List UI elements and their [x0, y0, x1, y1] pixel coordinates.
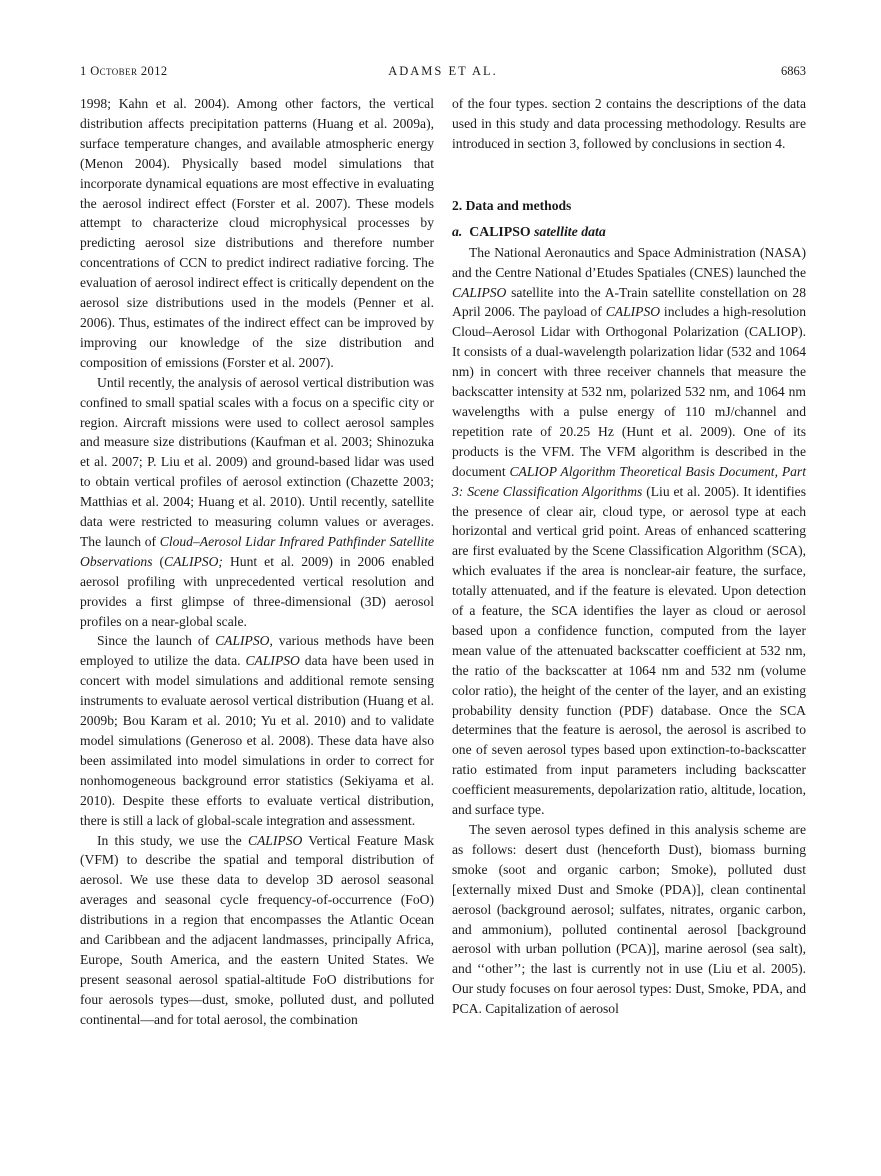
page-number: 6863 [781, 64, 806, 78]
paragraph: Since the launch of CALIPSO, various methods have been employed to utilize the data. CALIPSO data have been used in concert with model simulations and additional remote sensing instruments to evaluate aerosol vertical distribution (Huang et al. 2009b; Bou Karam et al. 2010; Yu et al. 2010) and to validate model simulations (Generoso et al. 2008). These data have also been assimilated into model simulations in order to correct for nonhomogeneous background error statistics (Sekiyama et al. 2010). Despite these efforts to evaluate vertical distribution, there is still a lack of global-scale integration and assessment. [80, 633, 434, 828]
paragraph: In this study, we use the CALIPSO Vertical Feature Mask (VFM) to describe the spatial and temporal distribution of aerosol. We use these data to develop 3D aerosol seasonal averages and seasonal cycle frequency-of-occurrence (FoO) distributions in a region that encompasses the Atlantic Ocean and Caribbean and the adjacent landmasses, principally Africa, Europe, South America, and the eastern United States. We present seasonal aerosol spatial-altitude FoO distributions for four aerosols types—dust, smoke, polluted dust, and polluted continental—and for total aerosol, the combination [80, 832, 435, 1027]
paragraph: The seven aerosol types defined in this analysis scheme are as follows: desert dust (henceforth Dust), biomass burning smoke (soot and organic carbon; Smoke), polluted dust [externally mixed Dust and Smoke (PDA)], clean continental aerosol (background aerosol; sulfates, nitrates, organic carbon, and ammonium), polluted continental aerosol [background aerosol with urban pollution (PCA)], marine aerosol (sea salt), and ‘‘other’’; the last is currently not in use (Liu et al. 2005). Our study focuses on four aerosol types: Dust, Smoke, PDA, and PCA. Capitalization of aerosol [452, 822, 806, 1017]
paragraph: of the four types. section 2 contains the descriptions of the data used in this study and data processing methodology. Results are introduced in section 3, followed by conclusions in section 4. [452, 96, 806, 151]
paragraph: Until recently, the analysis of aerosol vertical distribution was confined to small spatial scales with a focus on a specific city or region. Aircraft missions were used to collect aerosol samples and measure size distributions (Kaufman et al. 2003; Shinozuka et al. 2007; P. Liu et al. 2009) and ground-based lidar was used to obtain vertical profiles of aerosol extinction (Chazette 2003; Matthias et al. 2004; Huang et al. 2010). Until recently, satellite data were restricted to measuring column values or averages. The launch of Cloud–Aerosol Lidar Infrared Pathfinder Satellite Observations (CALIPSO; Hunt et al. 2009) in 2006 enabled aerosol profiling with unprecedented vertical resolution and provides a first glimpse of three-dimensional (3D) aerosol profiles on a near-global scale. [80, 374, 435, 629]
running-header [80, 64, 806, 82]
paragraph: The National Aeronautics and Space Administration (NASA) and the Centre National d’Etudes Spatiales (CNES) launched the CALIPSO satellite into the A-Train satellite constellation on 28 April 2006. The payload of CALIPSO includes a high-resolution Cloud–Aerosol Lidar with Orthogonal Polarization (CALIOP). It consists of a dual-wavelength polarization lidar (532 and 1064 nm) in concert with three receiver channels that measure the backscatter intensity at 532 nm, polarized 532 nm, and 1064 nm wavelengths with a pulse energy of 110 mJ/channel and repetition rate of 20.25 Hz (Hunt et al. 2009). One of its products is the VFM. The VFM algorithm is described in the document CALIOP Algorithm Theoretical Basis Document, Part 3: Scene Classification Algorithms (Liu et al. 2005). It identifies the presence of clear air, cloud type, or aerosol type at each horizontal and vertical grid point. Areas of enhanced scattering are first evaluated by the Scene Classification Algorithm (SCA), which evaluates if the area is nonclear-air feature, the surface, totally attenuated, and if the feature is elevated. Upon detection of a feature, the SCA identifies the layer as cloud or aerosol based upon a confidence function, computed from the layer mean value of the attenuated backscatter coefficient at 532 nm, the ratio of the backscatter at 1064 nm and 532 nm (volume color ratio), the height of the center of the layer, and an existing probability density function (PDF) database. Once the SCA determines that the feature is aerosol, the aerosol is ascribed to one of seven aerosol types based upon extinction-to-backscatter ratio estimated from input parameters including backscatter coefficient measurements, depolarization ratio, altitude, location, and surface type. [452, 244, 806, 818]
header-date: 1 October 2012 [80, 64, 168, 78]
header-authors: ADAMS ET AL. [388, 64, 498, 78]
paragraph: 1998; Kahn et al. 2004). Among other factors, the vertical distribution affects precipitation patterns (Huang et al. 2009a), surface temperature changes, and available atmospheric energy (Menon 2004). Physically based model simulations that incorporate dynamical equations are most effective in evaluating the aerosol indirect effect (Forster et al. 2007). These models attempt to characterize cloud microphysical processes by predicting aerosol size distributions and therefore number concentrations of CCN to predict indirect radiative forcing. The evaluation of aerosol indirect effect is critically dependent on the aerosol size distributions used in the models (Penner et al. 2006). Thus, estimates of the indirect effect can be improved by improving our knowledge of the size distribution and composition of emissions (Forster et al. 2007). [80, 96, 434, 370]
subsection-heading: a. CALIPSO satellite data [452, 223, 606, 239]
left-column [80, 94, 434, 1030]
right-column [452, 94, 806, 1019]
section-heading: 2. Data and methods [452, 197, 572, 213]
